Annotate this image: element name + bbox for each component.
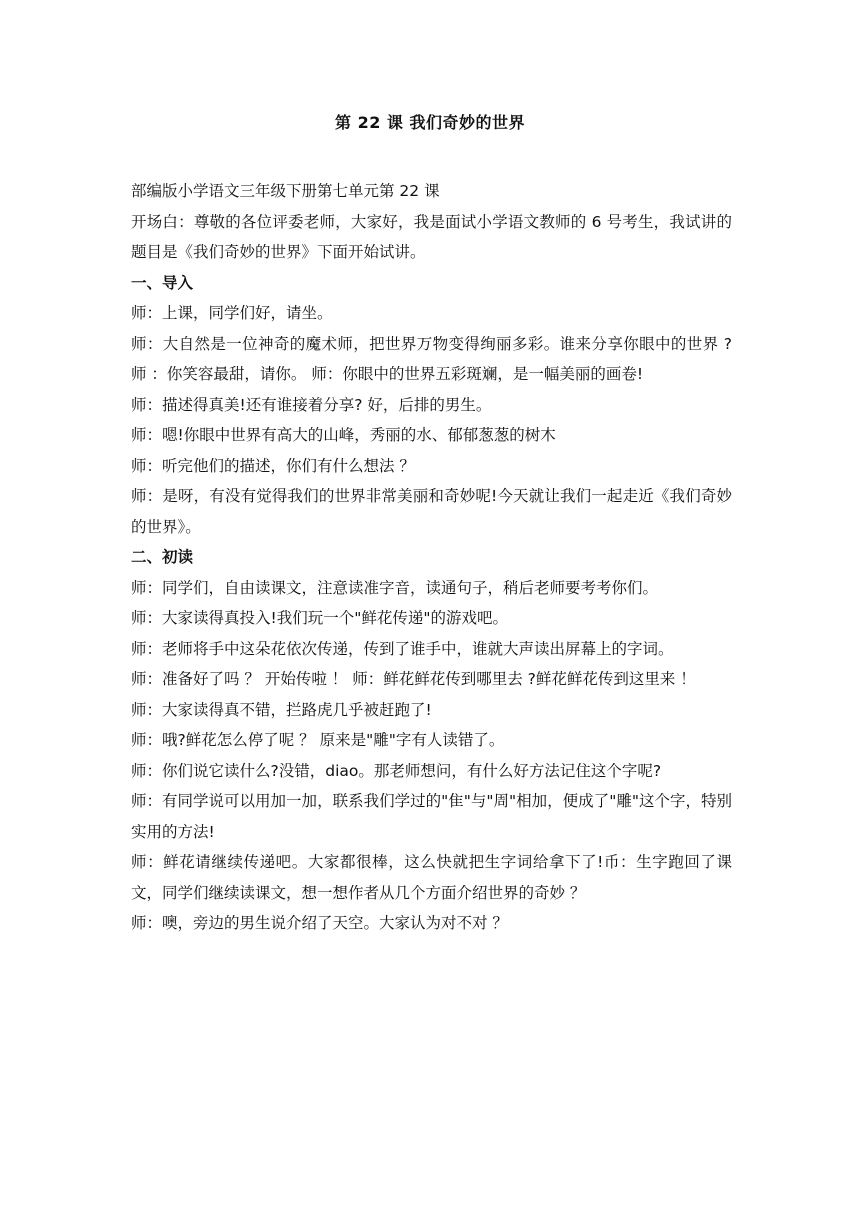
paragraph: 师：听完他们的描述，你们有什么想法 ？ [131, 456, 415, 475]
paragraph: 师：是呀，有没有觉得我们的世界非常美丽和奇妙呢!今天就让我们一起走近《我们奇妙的世界》。 [131, 487, 732, 536]
section-heading: 二、初读 [131, 548, 194, 566]
paragraph: 师：准备好了吗 ？ 开始传啦 ！ 师：鲜花鲜花传到哪里去 ?鲜花鲜花传到这里来 ！ [131, 670, 696, 688]
paragraph: 师：你们说它读什么?没错，diao。那老师想问，有什么好方法记住这个字呢? [131, 761, 662, 780]
paragraph: 师：上课，同学们好，请坐。 [131, 304, 333, 322]
lesson-title: 第 22 课 我们奇妙的世界 [335, 113, 525, 132]
paragraph: 师：同学们，自由读课文，注意读准字音，读通句子，稍后老师要考考你们。 [131, 578, 659, 597]
section-heading: 一、导入 [131, 273, 194, 292]
document-body [131, 176, 732, 939]
paragraph: 师：老师将手中这朵花依次传递，传到了谁手中，谁就大声读出屏幕上的字词。 [131, 639, 674, 658]
paragraph: 师：大自然是一位神奇的魔术师，把世界万物变得绚丽多彩。谁来分享你眼中的世界 ?师 ：你笑容最甜，请你。 师：你眼中的世界五彩斑斓，是一幅美丽的画卷! [131, 334, 732, 383]
paragraph: 开场白：尊敬的各位评委老师，大家好，我是面试小学语文教师的 6 号考生，我试讲的题目是《我们奇妙的世界》下面开始试讲。 [131, 212, 732, 261]
paragraph: 师：有同学说可以用加一加，联系我们学过的"隹"与"周"相加，便成了"雕"这个字，特别实用的方法! [131, 792, 732, 841]
paragraph: 师：描述得真美!还有谁接着分享? 好，后排的男生。 [131, 395, 492, 414]
paragraph: 师：大家读得真不错，拦路虎几乎被赶跑了! [131, 700, 432, 719]
paragraph: 师：噢，旁边的男生说介绍了天空。大家认为对不对 ？ [131, 914, 508, 932]
paragraph: 师：嗯!你眼中世界有高大的山峰，秀丽的水、郁郁葱葱的树木 [131, 426, 556, 444]
paragraph: 师：鲜花请继续传递吧。大家都很棒，这么快就把生字词给拿下了!币：生字跑回了课文，同学们继续读课文，想一想作者从几个方面介绍世界的奇妙 ？ [131, 853, 732, 902]
paragraph: 部编版小学语文三年级下册第七单元第 22 课 [131, 182, 440, 200]
paragraph: 师：哦?鲜花怎么停了呢 ？ 原来是"雕"字有人读错了。 [131, 731, 505, 749]
paragraph: 师：大家读得真投入!我们玩一个"鲜花传递"的游戏吧。 [131, 609, 508, 627]
